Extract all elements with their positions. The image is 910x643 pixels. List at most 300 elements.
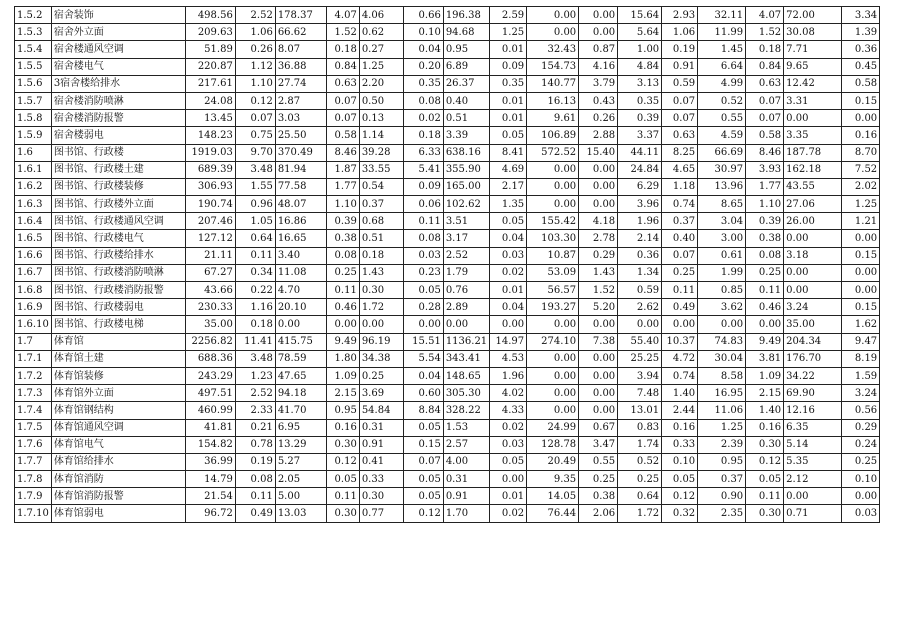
value-cell: 0.16	[662, 419, 698, 436]
value-cell: 220.87	[185, 58, 235, 75]
value-cell: 1.25	[698, 419, 746, 436]
value-cell: 0.30	[359, 488, 403, 505]
value-cell: 8.46	[746, 144, 784, 161]
value-cell: 0.49	[662, 299, 698, 316]
value-cell: 34.38	[359, 350, 403, 367]
value-cell: 0.05	[490, 127, 527, 144]
value-cell: 0.11	[403, 213, 443, 230]
value-cell: 1.96	[618, 213, 662, 230]
value-cell: 5.27	[275, 453, 326, 470]
value-cell: 8.41	[490, 144, 527, 161]
value-cell: 0.63	[746, 75, 784, 92]
row-name-cell: 体育馆土建	[51, 350, 185, 367]
value-cell: 0.07	[235, 110, 275, 127]
row-name-cell: 图书馆、行政楼电梯	[51, 316, 185, 333]
value-cell: 16.65	[275, 230, 326, 247]
value-cell: 0.11	[746, 488, 784, 505]
value-cell: 0.25	[662, 264, 698, 281]
value-cell: 1.18	[662, 178, 698, 195]
table-row	[15, 264, 880, 281]
row-code-cell: 1.6.10	[15, 316, 52, 333]
value-cell: 11.06	[698, 402, 746, 419]
value-cell: 370.49	[275, 144, 326, 161]
value-cell: 24.99	[527, 419, 579, 436]
value-cell: 0.31	[443, 471, 489, 488]
value-cell: 0.78	[235, 436, 275, 453]
value-cell: 1.40	[662, 385, 698, 402]
value-cell: 2.87	[275, 92, 326, 109]
value-cell: 0.00	[784, 110, 842, 127]
value-cell: 35.00	[185, 316, 235, 333]
value-cell: 3.24	[784, 299, 842, 316]
value-cell: 15.51	[403, 333, 443, 350]
value-cell: 74.83	[698, 333, 746, 350]
value-cell: 0.46	[326, 299, 359, 316]
value-cell: 0.12	[403, 505, 443, 522]
row-name-cell: 图书馆、行政楼外立面	[51, 196, 185, 213]
value-cell: 6.95	[275, 419, 326, 436]
value-cell: 0.00	[842, 264, 880, 281]
value-cell: 0.11	[326, 282, 359, 299]
value-cell: 0.40	[662, 230, 698, 247]
value-cell: 0.62	[359, 24, 403, 41]
value-cell: 0.02	[490, 264, 527, 281]
row-name-cell: 体育馆钢结构	[51, 402, 185, 419]
value-cell: 13.29	[275, 436, 326, 453]
value-cell: 94.68	[443, 24, 489, 41]
value-cell: 3.31	[784, 92, 842, 109]
value-cell: 56.57	[527, 282, 579, 299]
value-cell: 0.25	[326, 264, 359, 281]
value-cell: 243.29	[185, 367, 235, 384]
value-cell: 0.15	[842, 92, 880, 109]
value-cell: 2.35	[698, 505, 746, 522]
value-cell: 36.99	[185, 453, 235, 470]
value-cell: 2.39	[698, 436, 746, 453]
row-code-cell: 1.7.9	[15, 488, 52, 505]
value-cell: 8.65	[698, 196, 746, 213]
value-cell: 154.82	[185, 436, 235, 453]
value-cell: 4.02	[490, 385, 527, 402]
value-cell: 638.16	[443, 144, 489, 161]
value-cell: 0.25	[618, 471, 662, 488]
value-cell: 0.24	[842, 436, 880, 453]
value-cell: 26.00	[784, 213, 842, 230]
value-cell: 0.00	[275, 316, 326, 333]
value-cell: 2.15	[326, 385, 359, 402]
value-cell: 0.58	[746, 127, 784, 144]
value-cell: 67.27	[185, 264, 235, 281]
value-cell: 0.25	[579, 471, 618, 488]
value-cell: 5.20	[579, 299, 618, 316]
value-cell: 0.00	[579, 178, 618, 195]
value-cell: 0.08	[403, 92, 443, 109]
value-cell: 0.61	[698, 247, 746, 264]
value-cell: 0.30	[326, 436, 359, 453]
row-code-cell: 1.6.3	[15, 196, 52, 213]
value-cell: 0.35	[403, 75, 443, 92]
value-cell: 5.41	[403, 161, 443, 178]
value-cell: 1.25	[490, 24, 527, 41]
value-cell: 6.89	[443, 58, 489, 75]
value-cell: 8.58	[698, 367, 746, 384]
value-cell: 41.81	[185, 419, 235, 436]
table-row	[15, 213, 880, 230]
value-cell: 69.90	[784, 385, 842, 402]
value-cell: 0.20	[403, 58, 443, 75]
value-cell: 0.00	[527, 161, 579, 178]
value-cell: 0.33	[359, 471, 403, 488]
value-cell: 66.69	[698, 144, 746, 161]
value-cell: 0.74	[662, 367, 698, 384]
table-row	[15, 436, 880, 453]
value-cell: 0.37	[359, 196, 403, 213]
value-cell: 0.59	[662, 75, 698, 92]
value-cell: 0.03	[490, 436, 527, 453]
value-cell: 0.00	[527, 196, 579, 213]
value-cell: 0.00	[403, 316, 443, 333]
value-cell: 0.95	[326, 402, 359, 419]
value-cell: 7.48	[618, 385, 662, 402]
table-row	[15, 247, 880, 264]
row-code-cell: 1.6.4	[15, 213, 52, 230]
value-cell: 0.29	[579, 247, 618, 264]
value-cell: 0.25	[842, 453, 880, 470]
value-cell: 0.49	[235, 505, 275, 522]
value-cell: 0.10	[403, 24, 443, 41]
value-cell: 0.30	[326, 505, 359, 522]
value-cell: 44.11	[618, 144, 662, 161]
value-cell: 0.02	[403, 110, 443, 127]
value-cell: 0.09	[403, 178, 443, 195]
value-cell: 3.35	[784, 127, 842, 144]
value-cell: 30.04	[698, 350, 746, 367]
value-cell: 0.74	[662, 196, 698, 213]
value-cell: 0.52	[618, 453, 662, 470]
value-cell: 3.04	[698, 213, 746, 230]
table-row	[15, 282, 880, 299]
value-cell: 3.96	[618, 196, 662, 213]
value-cell: 498.56	[185, 7, 235, 24]
value-cell: 0.02	[490, 419, 527, 436]
value-cell: 148.65	[443, 367, 489, 384]
value-cell: 0.03	[842, 505, 880, 522]
value-cell: 0.00	[527, 385, 579, 402]
value-cell: 21.11	[185, 247, 235, 264]
row-name-cell: 宿舍楼电气	[51, 58, 185, 75]
value-cell: 5.14	[784, 436, 842, 453]
row-name-cell: 图书馆、行政楼装修	[51, 178, 185, 195]
value-cell: 0.34	[235, 264, 275, 281]
value-cell: 14.05	[527, 488, 579, 505]
value-cell: 0.16	[326, 419, 359, 436]
value-cell: 14.79	[185, 471, 235, 488]
value-cell: 0.15	[842, 299, 880, 316]
value-cell: 2256.82	[185, 333, 235, 350]
value-cell: 0.00	[842, 110, 880, 127]
table-row	[15, 75, 880, 92]
table-row	[15, 350, 880, 367]
value-cell: 3.81	[746, 350, 784, 367]
table-row	[15, 7, 880, 24]
value-cell: 33.55	[359, 161, 403, 178]
row-code-cell: 1.7.4	[15, 402, 52, 419]
value-cell: 1.52	[746, 24, 784, 41]
value-cell: 5.00	[275, 488, 326, 505]
value-cell: 2.17	[490, 178, 527, 195]
value-cell: 0.75	[235, 127, 275, 144]
value-cell: 16.13	[527, 92, 579, 109]
value-cell: 3.24	[842, 385, 880, 402]
value-cell: 0.01	[490, 488, 527, 505]
value-cell: 7.71	[784, 41, 842, 58]
table-row	[15, 24, 880, 41]
value-cell: 1.52	[326, 24, 359, 41]
value-cell: 4.69	[490, 161, 527, 178]
value-cell: 3.13	[618, 75, 662, 92]
value-cell: 3.93	[746, 161, 784, 178]
value-cell: 0.27	[359, 41, 403, 58]
value-cell: 0.11	[662, 282, 698, 299]
value-cell: 1.72	[618, 505, 662, 522]
value-cell: 24.84	[618, 161, 662, 178]
value-cell: 0.18	[235, 316, 275, 333]
value-cell: 0.60	[403, 385, 443, 402]
value-cell: 0.43	[579, 92, 618, 109]
value-cell: 0.31	[359, 419, 403, 436]
value-cell: 0.35	[490, 75, 527, 92]
value-cell: 0.52	[698, 92, 746, 109]
value-cell: 96.19	[359, 333, 403, 350]
value-cell: 0.04	[403, 41, 443, 58]
value-cell: 1.43	[579, 264, 618, 281]
row-code-cell: 1.5.2	[15, 7, 52, 24]
value-cell: 47.65	[275, 367, 326, 384]
value-cell: 0.00	[842, 488, 880, 505]
row-name-cell: 图书馆、行政楼电气	[51, 230, 185, 247]
row-code-cell: 1.5.8	[15, 110, 52, 127]
value-cell: 176.70	[784, 350, 842, 367]
value-cell: 0.22	[235, 282, 275, 299]
row-code-cell: 1.7.2	[15, 367, 52, 384]
value-cell: 0.00	[527, 316, 579, 333]
value-cell: 0.00	[359, 316, 403, 333]
value-cell: 0.36	[618, 247, 662, 264]
value-cell: 1.45	[698, 41, 746, 58]
value-cell: 34.22	[784, 367, 842, 384]
value-cell: 1.21	[842, 213, 880, 230]
value-cell: 0.07	[746, 92, 784, 109]
value-cell: 4.00	[443, 453, 489, 470]
value-cell: 0.00	[784, 488, 842, 505]
value-cell: 0.32	[662, 505, 698, 522]
value-cell: 0.01	[490, 282, 527, 299]
value-cell: 0.96	[235, 196, 275, 213]
value-cell: 1919.03	[185, 144, 235, 161]
value-cell: 32.11	[698, 7, 746, 24]
row-code-cell: 1.6	[15, 144, 52, 161]
value-cell: 0.40	[443, 92, 489, 109]
value-cell: 0.18	[326, 41, 359, 58]
row-name-cell: 体育馆外立面	[51, 385, 185, 402]
value-cell: 10.87	[527, 247, 579, 264]
value-cell: 0.10	[662, 453, 698, 470]
value-cell: 3.79	[579, 75, 618, 92]
value-cell: 0.00	[784, 264, 842, 281]
row-code-cell: 1.5.7	[15, 92, 52, 109]
value-cell: 1.23	[235, 367, 275, 384]
value-cell: 51.89	[185, 41, 235, 58]
row-code-cell: 1.7.8	[15, 471, 52, 488]
row-name-cell: 体育馆弱电	[51, 505, 185, 522]
value-cell: 1.74	[618, 436, 662, 453]
value-cell: 415.75	[275, 333, 326, 350]
value-cell: 2.88	[579, 127, 618, 144]
value-cell: 6.33	[403, 144, 443, 161]
value-cell: 4.84	[618, 58, 662, 75]
value-cell: 0.45	[842, 58, 880, 75]
value-cell: 0.00	[490, 471, 527, 488]
row-name-cell: 宿舍楼通风空调	[51, 41, 185, 58]
value-cell: 78.59	[275, 350, 326, 367]
value-cell: 2.44	[662, 402, 698, 419]
value-cell: 0.18	[359, 247, 403, 264]
value-cell: 21.54	[185, 488, 235, 505]
value-cell: 0.01	[490, 92, 527, 109]
value-cell: 4.70	[275, 282, 326, 299]
value-cell: 77.58	[275, 178, 326, 195]
value-cell: 193.27	[527, 299, 579, 316]
value-cell: 688.36	[185, 350, 235, 367]
value-cell: 9.61	[527, 110, 579, 127]
value-cell: 0.21	[235, 419, 275, 436]
table-row	[15, 178, 880, 195]
value-cell: 0.71	[784, 505, 842, 522]
value-cell: 4.72	[662, 350, 698, 367]
value-cell: 343.41	[443, 350, 489, 367]
value-cell: 0.19	[235, 453, 275, 470]
value-cell: 4.99	[698, 75, 746, 92]
value-cell: 0.95	[698, 453, 746, 470]
table-row	[15, 58, 880, 75]
value-cell: 0.85	[698, 282, 746, 299]
value-cell: 0.00	[579, 402, 618, 419]
value-cell: 127.12	[185, 230, 235, 247]
table-row	[15, 453, 880, 470]
value-cell: 0.18	[403, 127, 443, 144]
value-cell: 8.25	[662, 144, 698, 161]
value-cell: 55.40	[618, 333, 662, 350]
value-cell: 1.55	[235, 178, 275, 195]
value-cell: 0.05	[490, 453, 527, 470]
value-cell: 0.10	[842, 471, 880, 488]
value-cell: 30.97	[698, 161, 746, 178]
table-row	[15, 333, 880, 350]
row-code-cell: 1.5.4	[15, 41, 52, 58]
row-code-cell: 1.6.1	[15, 161, 52, 178]
value-cell: 0.08	[326, 247, 359, 264]
value-cell: 204.34	[784, 333, 842, 350]
value-cell: 0.11	[235, 488, 275, 505]
row-code-cell: 1.6.6	[15, 247, 52, 264]
value-cell: 0.00	[527, 350, 579, 367]
value-cell: 1.59	[842, 367, 880, 384]
value-cell: 0.00	[698, 316, 746, 333]
value-cell: 0.07	[326, 92, 359, 109]
value-cell: 1.80	[326, 350, 359, 367]
value-cell: 94.18	[275, 385, 326, 402]
value-cell: 103.30	[527, 230, 579, 247]
table-row	[15, 110, 880, 127]
value-cell: 2.33	[235, 402, 275, 419]
row-code-cell: 1.7.5	[15, 419, 52, 436]
value-cell: 497.51	[185, 385, 235, 402]
value-cell: 27.74	[275, 75, 326, 92]
value-cell: 1.77	[746, 178, 784, 195]
value-cell: 3.17	[443, 230, 489, 247]
value-cell: 1.99	[698, 264, 746, 281]
value-cell: 0.41	[359, 453, 403, 470]
value-cell: 0.00	[527, 7, 579, 24]
value-cell: 0.38	[326, 230, 359, 247]
value-cell: 0.39	[326, 213, 359, 230]
value-cell: 12.16	[784, 402, 842, 419]
value-cell: 0.91	[359, 436, 403, 453]
value-cell: 4.06	[359, 7, 403, 24]
value-cell: 9.49	[326, 333, 359, 350]
value-cell: 2.59	[490, 7, 527, 24]
value-cell: 25.25	[618, 350, 662, 367]
row-name-cell: 体育馆消防报警	[51, 488, 185, 505]
value-cell: 190.74	[185, 196, 235, 213]
value-cell: 0.12	[326, 453, 359, 470]
value-cell: 1136.21	[443, 333, 489, 350]
row-code-cell: 1.7	[15, 333, 52, 350]
value-cell: 306.93	[185, 178, 235, 195]
value-cell: 0.05	[490, 213, 527, 230]
table-row	[15, 402, 880, 419]
value-cell: 1.96	[490, 367, 527, 384]
value-cell: 0.38	[579, 488, 618, 505]
value-cell: 0.39	[618, 110, 662, 127]
value-cell: 1.10	[746, 196, 784, 213]
value-cell: 0.00	[579, 24, 618, 41]
value-cell: 0.11	[235, 247, 275, 264]
value-cell: 9.49	[746, 333, 784, 350]
value-cell: 39.28	[359, 144, 403, 161]
value-cell: 1.62	[842, 316, 880, 333]
value-cell: 0.00	[618, 316, 662, 333]
value-cell: 0.64	[618, 488, 662, 505]
value-cell: 2.52	[235, 385, 275, 402]
value-cell: 0.00	[662, 316, 698, 333]
row-code-cell: 1.7.3	[15, 385, 52, 402]
value-cell: 0.07	[662, 247, 698, 264]
value-cell: 9.35	[527, 471, 579, 488]
value-cell: 13.45	[185, 110, 235, 127]
table-row	[15, 385, 880, 402]
value-cell: 1.09	[326, 367, 359, 384]
row-name-cell: 图书馆、行政楼弱电	[51, 299, 185, 316]
value-cell: 0.30	[359, 282, 403, 299]
value-cell: 0.95	[443, 41, 489, 58]
value-cell: 24.08	[185, 92, 235, 109]
value-cell: 1.25	[359, 58, 403, 75]
value-cell: 0.66	[403, 7, 443, 24]
value-cell: 1.12	[235, 58, 275, 75]
value-cell: 0.08	[403, 230, 443, 247]
value-cell: 25.50	[275, 127, 326, 144]
